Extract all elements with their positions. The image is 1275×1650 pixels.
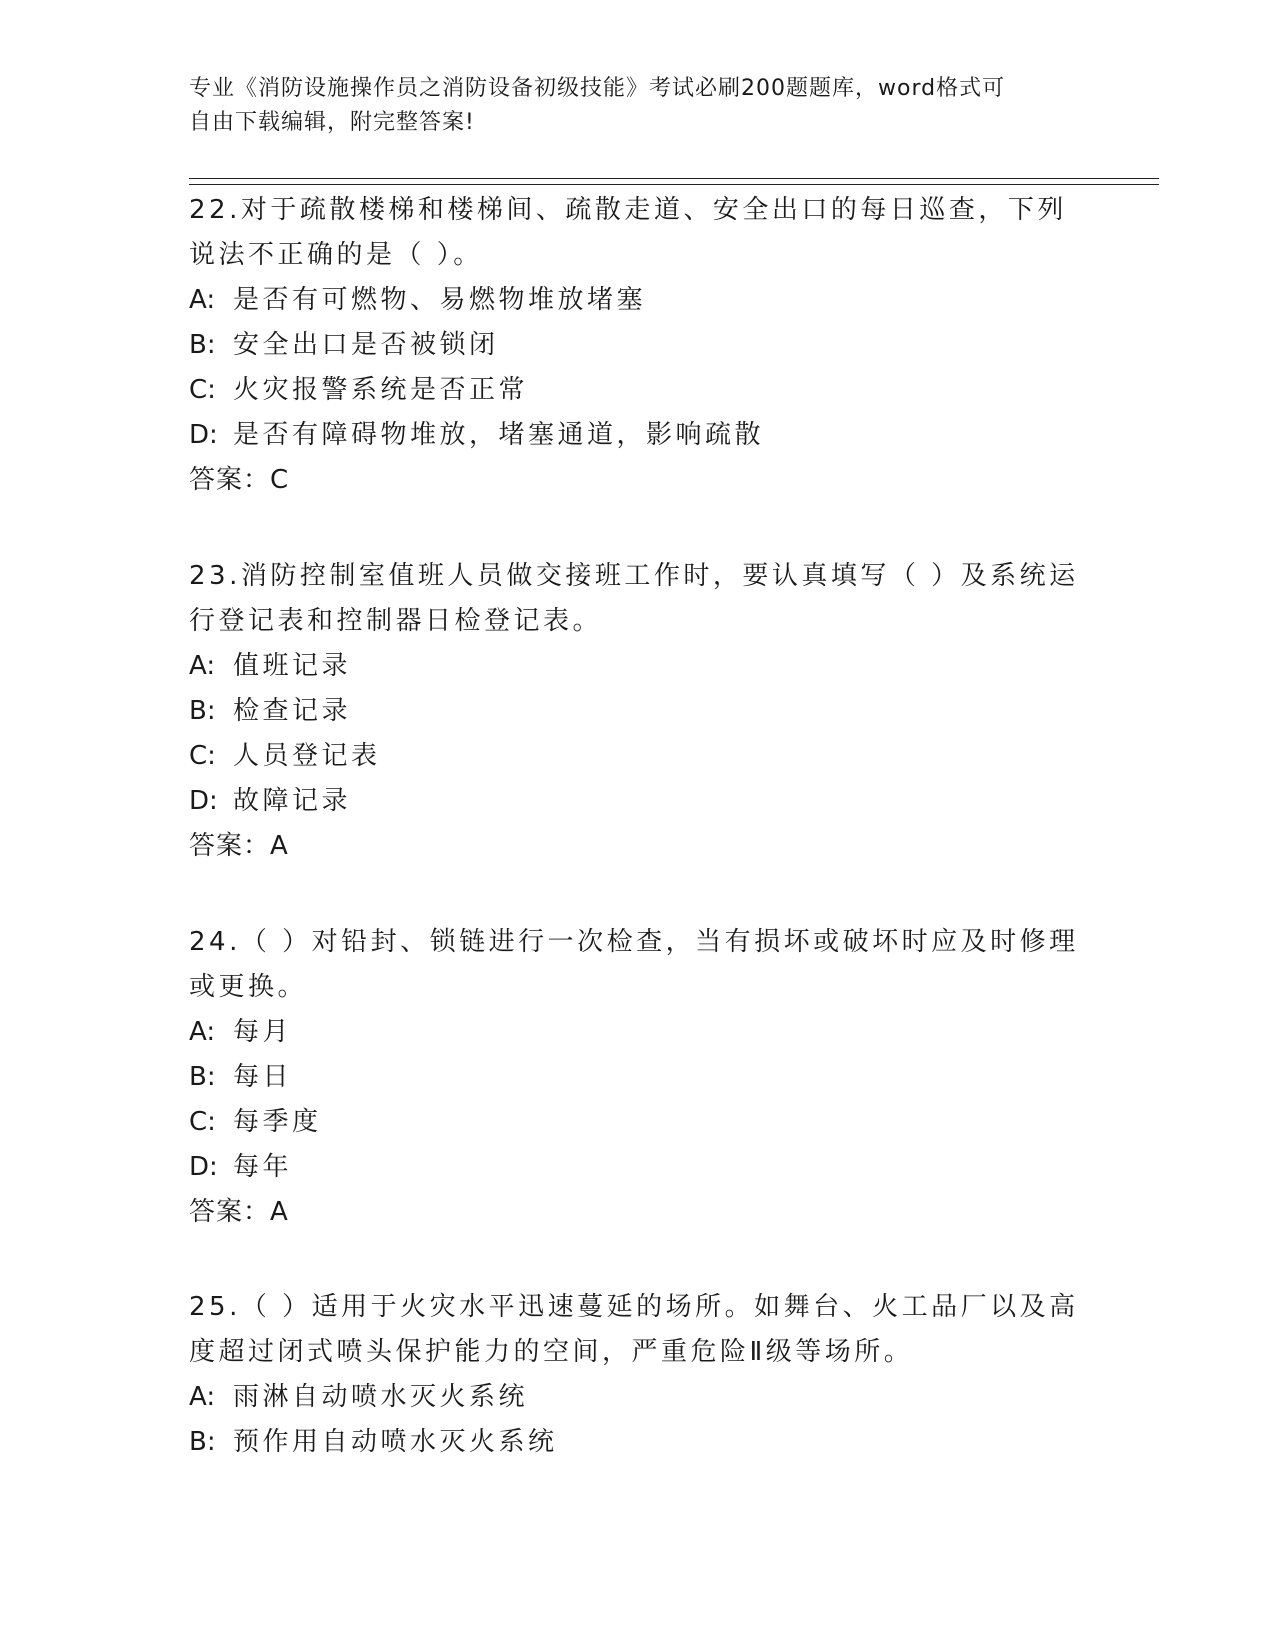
option-label: C: bbox=[189, 741, 216, 771]
option-text: 值班记录 bbox=[233, 651, 352, 681]
question-stem: 25.（ ）适用于火灾水平迅速蔓延的场所。如舞台、火工品厂以及高度超过闭式喷头保护能力的空间，严重危险Ⅱ级等场所。 bbox=[189, 1292, 1079, 1367]
answer-label: 答案： bbox=[189, 1197, 271, 1227]
question-24 bbox=[189, 920, 1079, 1235]
option-text: 是否有可燃物、易燃物堆放堵塞 bbox=[233, 285, 647, 315]
option-a bbox=[189, 1010, 1079, 1055]
option-d bbox=[189, 779, 1079, 824]
option-text: 每日 bbox=[233, 1062, 293, 1092]
option-text: 火灾报警系统是否正常 bbox=[233, 375, 529, 405]
option-a bbox=[189, 278, 1079, 323]
header-line-1: 专业《消防设施操作员之消防设备初级技能》考试必刷200题题库，word格式可 bbox=[189, 76, 1006, 101]
answer-line bbox=[189, 458, 1079, 503]
option-c bbox=[189, 1100, 1079, 1145]
header-divider-top bbox=[189, 178, 1159, 179]
option-label: B: bbox=[189, 1427, 216, 1457]
option-text: 安全出口是否被锁闭 bbox=[233, 330, 499, 360]
question-23 bbox=[189, 554, 1079, 869]
option-label: A: bbox=[189, 651, 216, 681]
option-label: D: bbox=[189, 786, 218, 816]
answer-line bbox=[189, 824, 1079, 869]
answer-value: A bbox=[270, 1197, 288, 1227]
option-label: C: bbox=[189, 1107, 216, 1137]
option-label: A: bbox=[189, 1382, 216, 1412]
option-a bbox=[189, 1375, 1079, 1420]
answer-line bbox=[189, 1190, 1079, 1235]
option-a bbox=[189, 644, 1079, 689]
option-text: 每月 bbox=[233, 1017, 293, 1047]
answer-value: A bbox=[270, 831, 288, 861]
option-text: 故障记录 bbox=[233, 786, 352, 816]
question-25 bbox=[189, 1285, 1079, 1465]
header-line-2: 自由下载编辑，附完整答案! bbox=[189, 110, 475, 135]
option-d bbox=[189, 413, 1079, 458]
option-text: 预作用自动喷水灭火系统 bbox=[233, 1427, 558, 1457]
option-d bbox=[189, 1145, 1079, 1190]
option-label: D: bbox=[189, 420, 218, 450]
option-b bbox=[189, 1055, 1079, 1100]
option-label: C: bbox=[189, 375, 216, 405]
document-header bbox=[189, 72, 1069, 140]
option-label: A: bbox=[189, 285, 216, 315]
option-text: 是否有障碍物堆放，堵塞通道，影响疏散 bbox=[233, 420, 765, 450]
question-stem: 24.（ ）对铅封、锁链进行一次检查，当有损坏或破坏时应及时修理或更换。 bbox=[189, 927, 1079, 1002]
option-text: 每年 bbox=[233, 1152, 293, 1182]
option-label: D: bbox=[189, 1152, 218, 1182]
option-b bbox=[189, 689, 1079, 734]
option-text: 雨淋自动喷水灭火系统 bbox=[233, 1382, 529, 1412]
option-text: 每季度 bbox=[233, 1107, 322, 1137]
answer-label: 答案： bbox=[189, 831, 271, 861]
option-c bbox=[189, 734, 1079, 779]
option-label: B: bbox=[189, 1062, 216, 1092]
option-text: 检查记录 bbox=[233, 696, 352, 726]
option-c bbox=[189, 368, 1079, 413]
question-stem: 22.对于疏散楼梯和楼梯间、疏散走道、安全出口的每日巡查，下列说法不正确的是（ ）。 bbox=[189, 195, 1067, 270]
option-b bbox=[189, 1420, 1079, 1465]
header-divider-bottom bbox=[189, 184, 1159, 185]
option-text: 人员登记表 bbox=[233, 741, 381, 771]
option-label: A: bbox=[189, 1017, 216, 1047]
option-label: B: bbox=[189, 696, 216, 726]
option-label: B: bbox=[189, 330, 216, 360]
answer-value: C bbox=[270, 465, 289, 495]
option-b bbox=[189, 323, 1079, 368]
answer-label: 答案： bbox=[189, 465, 271, 495]
question-stem: 23.消防控制室值班人员做交接班工作时，要认真填写（ ）及系统运行登记表和控制器日检登记表。 bbox=[189, 561, 1079, 636]
question-22 bbox=[189, 188, 1079, 503]
